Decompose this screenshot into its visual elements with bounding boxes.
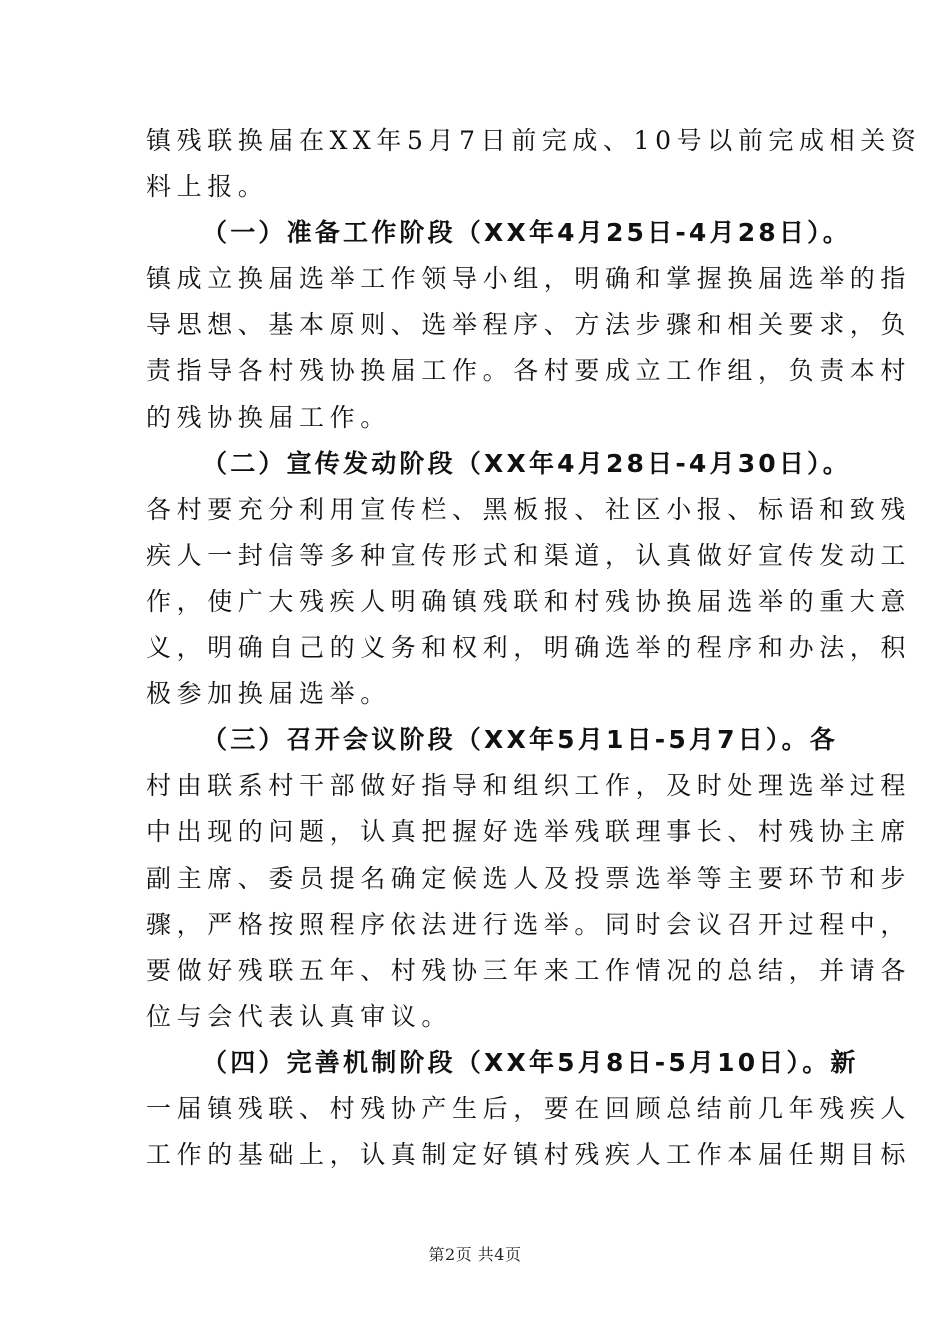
section-heading: （一）准备工作阶段（XX年4月25日-4月28日）。 (202, 218, 851, 248)
text-line: 位与会代表认真审议。 (146, 1001, 453, 1031)
text-line: 义，明确自己的义务和权利，明确选举的程序和办法，积 (146, 633, 912, 663)
text-line: 极参加换届选举。 (146, 679, 391, 709)
text-line: 料上报。 (146, 172, 269, 202)
text-line: 责指导各村残协换届工作。各村要成立工作组，负责本村 (146, 356, 912, 386)
text-line: 副主席、委员提名确定候选人及投票选举等主要环节和步 (146, 863, 912, 893)
page-number: 第2页 共4页 (428, 1245, 522, 1264)
text-line: 各村要充分利用宣传栏、黑板报、社区小报、标语和致残 (146, 494, 912, 524)
text-line: 村由联系村干部做好指导和组织工作，及时处理选举过程 (146, 771, 912, 801)
text-line: 导思想、基本原则、选举程序、方法步骤和相关要求，负 (146, 310, 912, 340)
text-line: 镇成立换届选举工作领导小组，明确和掌握换届选举的指 (146, 264, 912, 294)
text-line: 骤，严格按照程序依法进行选举。同时会议召开过程中， (146, 909, 912, 939)
section-heading: （二）宣传发动阶段（XX年4月28日-4月30日）。 (202, 448, 851, 478)
section-heading: （四）完善机制阶段（XX年5月8日-5月10日）。新 (202, 1047, 859, 1077)
text-line: 的残协换届工作。 (146, 402, 391, 432)
text-line: 疾人一封信等多种宣传形式和渠道，认真做好宣传发动工 (146, 540, 912, 570)
section-heading: （三）召开会议阶段（XX年5月1日-5月7日）。各 (202, 725, 839, 755)
text-line: 一届镇残联、村残协产生后，要在回顾总结前几年残疾人 (146, 1093, 912, 1123)
text-line: 工作的基础上，认真制定好镇村残疾人工作本届任期目标 (146, 1140, 912, 1170)
text-line: 镇残联换届在XX年5月7日前完成、10号以前完成相关资 (146, 126, 922, 155)
text-line: 中出现的问题，认真把握好选举残联理事长、村残协主席 (146, 817, 912, 847)
text-line: 要做好残联五年、村残协三年来工作情况的总结，并请各 (146, 955, 912, 985)
text-line: 作，使广大残疾人明确镇残联和村残协换届选举的重大意 (146, 586, 912, 616)
document-body (146, 118, 922, 1178)
